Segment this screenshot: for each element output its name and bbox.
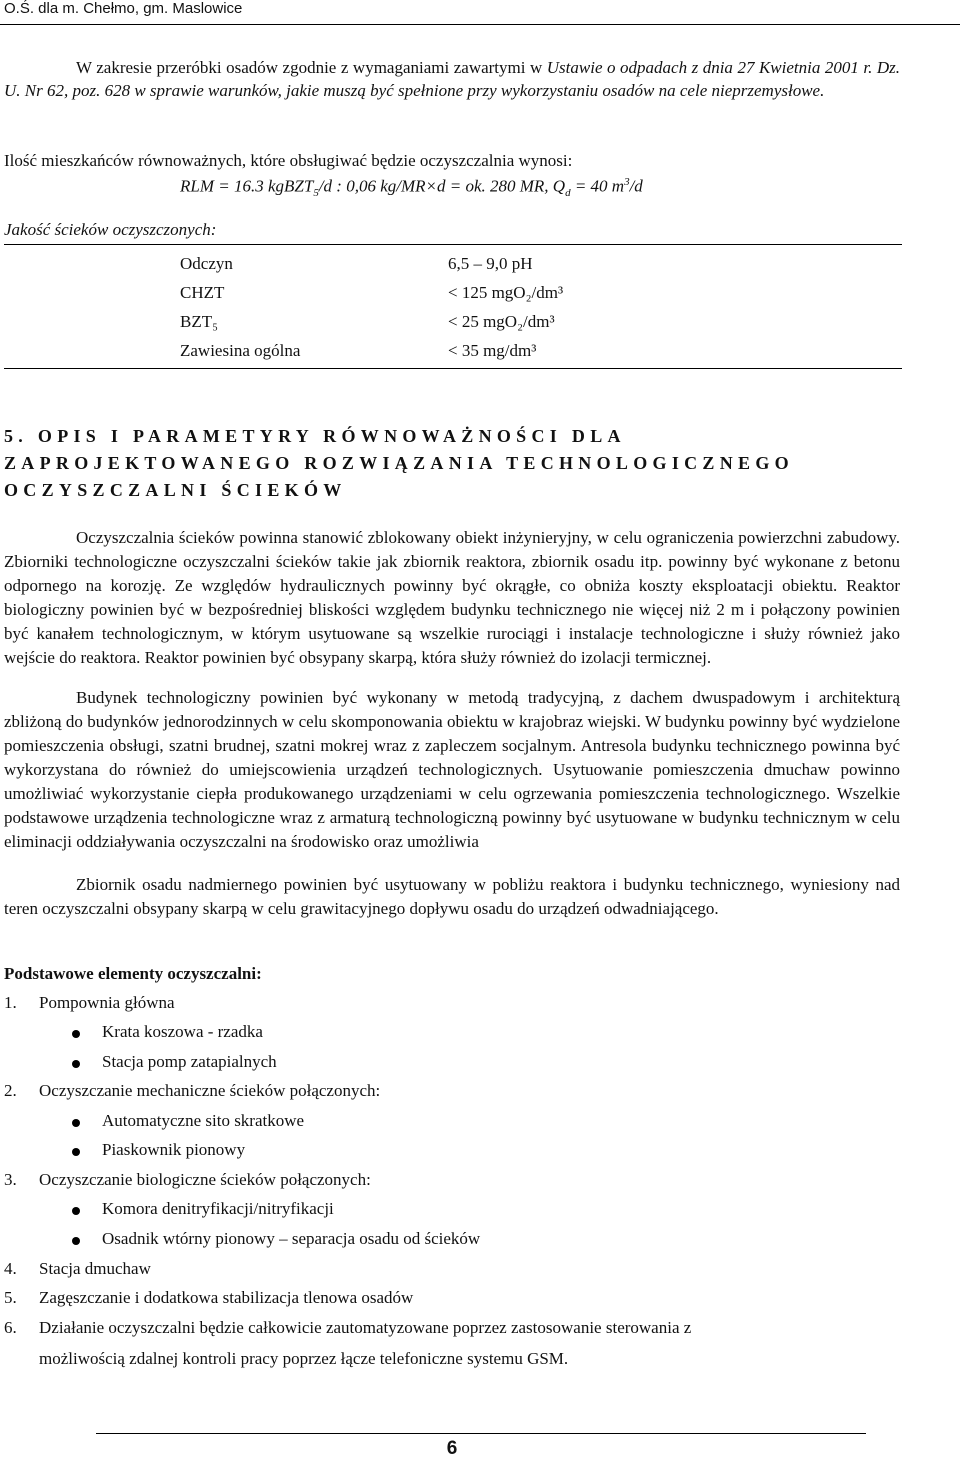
quality-value: < 35 mg/dm³	[448, 341, 537, 360]
quality-value: < 25 mgO₂/dm³	[448, 312, 555, 331]
list-item	[4, 1288, 413, 1308]
section-heading-line3: OCZYSZCZALNI ŚCIEKÓW	[4, 480, 347, 500]
population-sentence: Ilość mieszkańców równoważnych, które obsługiwać będzie oczyszczalnia wynosi:	[4, 151, 573, 170]
list-number: 3.	[4, 1170, 17, 1189]
list-number: 5.	[4, 1288, 17, 1307]
section-paragraph-3: Zbiornik osadu nadmiernego powinien być usytuowany w pobliżu reaktora i budynku technicznego, wyniesiony nad teren oczyszczalni obsypany skarpą w celu grawitacyjnego dopływu osadu do urządzeń odwadniającego.	[4, 875, 900, 918]
list-label: Stacja dmuchaw	[39, 1259, 151, 1278]
intro-law-reference: Ustawie o odpadach z dnia 27 Kwietnia 2001 r. Dz. U. Nr 62, poz. 628 w sprawie warunków, jakie muszą być spełnione przy wykorzystaniu osadów na cele nieprzemysłowe.	[4, 58, 900, 100]
quality-label: Odczyn	[180, 254, 233, 273]
bullet-icon	[72, 1207, 80, 1215]
intro-text-a: W zakresie przeróbki osadów zgodnie z wymaganiami zawartymi w	[76, 58, 547, 77]
intro-paragraph	[4, 56, 900, 102]
quality-bottom-rule	[4, 368, 902, 369]
bullet-icon	[72, 1030, 80, 1038]
formula-sup-3: 3	[624, 176, 630, 188]
elements-heading: Podstawowe elementy oczyszczalni:	[4, 964, 262, 983]
footer-divider	[96, 1433, 866, 1434]
section-paragraph-2: Budynek technologiczny powinien być wykonany w metodą tradycyjną, z dachem dwuspadowym i architekturą zbliżoną do budynków jednorodzinnych w celu skomponowania obiektu w krajobraz wiejski. W budynku powinny być wydzielone pomieszczenia obsługi, szatni brudnej, szatni mokrej wraz z zapleczem socjalnym. Antresola budynku technicznego powinna być wykorzystana do również do umiejscowienia urządzeń technologicznych. Usytuowanie pomieszczenia dmuchaw powinno umożliwiać wykorzystanie ciepła produkowanego urządzeniami w celu ogrzewania pomieszczenia technologicznego. Wszelkie podstawowe urządzenia technologiczne wraz z armaturą technologiczną powinny być usytuowane w budynku technicznym w celu eliminacji oddziaływania oczyszczalni na środowisko oraz umożliwia	[4, 688, 900, 851]
list-label: Komora denitryfikacji/nitryfikacji	[102, 1199, 334, 1218]
page-number: 6	[446, 1438, 458, 1459]
header-divider	[0, 24, 960, 25]
formula-part-a: RLM = 16.3 kgBZT	[180, 176, 314, 196]
list-item	[4, 1022, 504, 1046]
quality-top-rule	[4, 244, 902, 245]
quality-label: Zawiesina ogólna	[180, 341, 301, 360]
formula-part-d: /d	[629, 176, 643, 196]
list-item	[4, 993, 175, 1013]
list-item	[4, 1140, 504, 1164]
list-label: Osadnik wtórny pionowy – separacja osadu od ścieków	[102, 1229, 481, 1248]
page-header: O.Ś. dla m. Chełmo, gm. Maslowice	[4, 0, 243, 17]
quality-value: 6,5 – 9,0 pH	[448, 254, 533, 273]
formula-sub-d: d	[565, 187, 571, 200]
section-heading-line2: ZAPROJEKTOWANEGO ROZWIĄZANIA TECHNOLOGICZNEGO	[4, 453, 794, 473]
quality-value: < 125 mgO₂/dm³	[448, 283, 564, 302]
quality-label: BZT₅	[180, 312, 219, 331]
list-item	[4, 1081, 380, 1101]
quality-heading: Jakość ścieków oczyszczonych:	[4, 220, 217, 239]
section-paragraph-1: Oczyszczalnia ścieków powinna stanowić zblokowany obiekt inżynieryjny, w celu ograniczenia powierzchni zabudowy. Zbiorniki technologiczne oczyszczalni ścieków takie jak zbiornik reaktora, zbiornik osadu itp. powinny być wykonane z betonu odpornego na korozję. Ze względów hydraulicznych powinny być okrągłe, co obniża koszty eksploatacji obiektu. Reaktor biologiczny powinien być w bezpośredniej bliskości względem budynku technicznego nie więcej niż 2 m i połączony powinien być kanałem technologicznym, w którym usytuowane są wszelkie rurociągi i instalacje technologiczne i służy również jako wejście do reaktora. Reaktor powinien być obsypany skarpą, która służy również do izolacji termicznej.	[4, 528, 900, 667]
formula-sub-5: 5	[313, 187, 319, 200]
list-label: Działanie oczyszczalni będzie całkowicie zautomatyzowane poprzez zastosowanie sterowania z	[39, 1318, 692, 1337]
list-item	[4, 1259, 151, 1279]
list-item	[4, 1199, 704, 1223]
list-item	[4, 1170, 371, 1190]
formula-part-b: /d : 0,06 kg/MR×d = ok. 280 MR, Q	[318, 176, 566, 196]
list-item	[4, 1229, 704, 1253]
list-label: Automatyczne sito skratkowe	[102, 1111, 305, 1130]
bullet-icon	[72, 1060, 80, 1068]
list-number: 6.	[4, 1318, 17, 1337]
list-number: 2.	[4, 1081, 17, 1100]
list-label: Zagęszczanie i dodatkowa stabilizacja tlenowa osadów	[39, 1288, 414, 1307]
formula-part-c: = 40 m	[570, 176, 625, 196]
list-label: Krata koszowa - rzadka	[102, 1022, 263, 1041]
list-label: Piaskownik pionowy	[102, 1140, 246, 1159]
list-label: Stacja pomp zatapialnych	[102, 1052, 277, 1071]
list-number: 1.	[4, 993, 17, 1012]
bullet-icon	[72, 1119, 80, 1127]
section-heading-line1: 5. OPIS I PARAMETYRY RÓWNOWAŻNOŚCI DLA	[4, 426, 626, 446]
list-item	[4, 1111, 504, 1135]
list-label: Oczyszczanie biologiczne ścieków połączonych:	[39, 1170, 371, 1189]
list-item	[4, 1052, 504, 1076]
list-label: Oczyszczanie mechaniczne ścieków połączonych:	[39, 1081, 381, 1100]
rlm-formula	[180, 176, 643, 199]
bullet-icon	[72, 1148, 80, 1156]
bullet-icon	[72, 1237, 80, 1245]
list-item	[4, 1318, 691, 1338]
list-number: 4.	[4, 1259, 17, 1278]
list-item-continuation: możliwością zdalnej kontroli pracy poprzez łącze telefoniczne systemu GSM.	[39, 1349, 569, 1368]
list-label: Pompownia główna	[39, 993, 175, 1012]
quality-label: CHZT	[180, 283, 225, 302]
